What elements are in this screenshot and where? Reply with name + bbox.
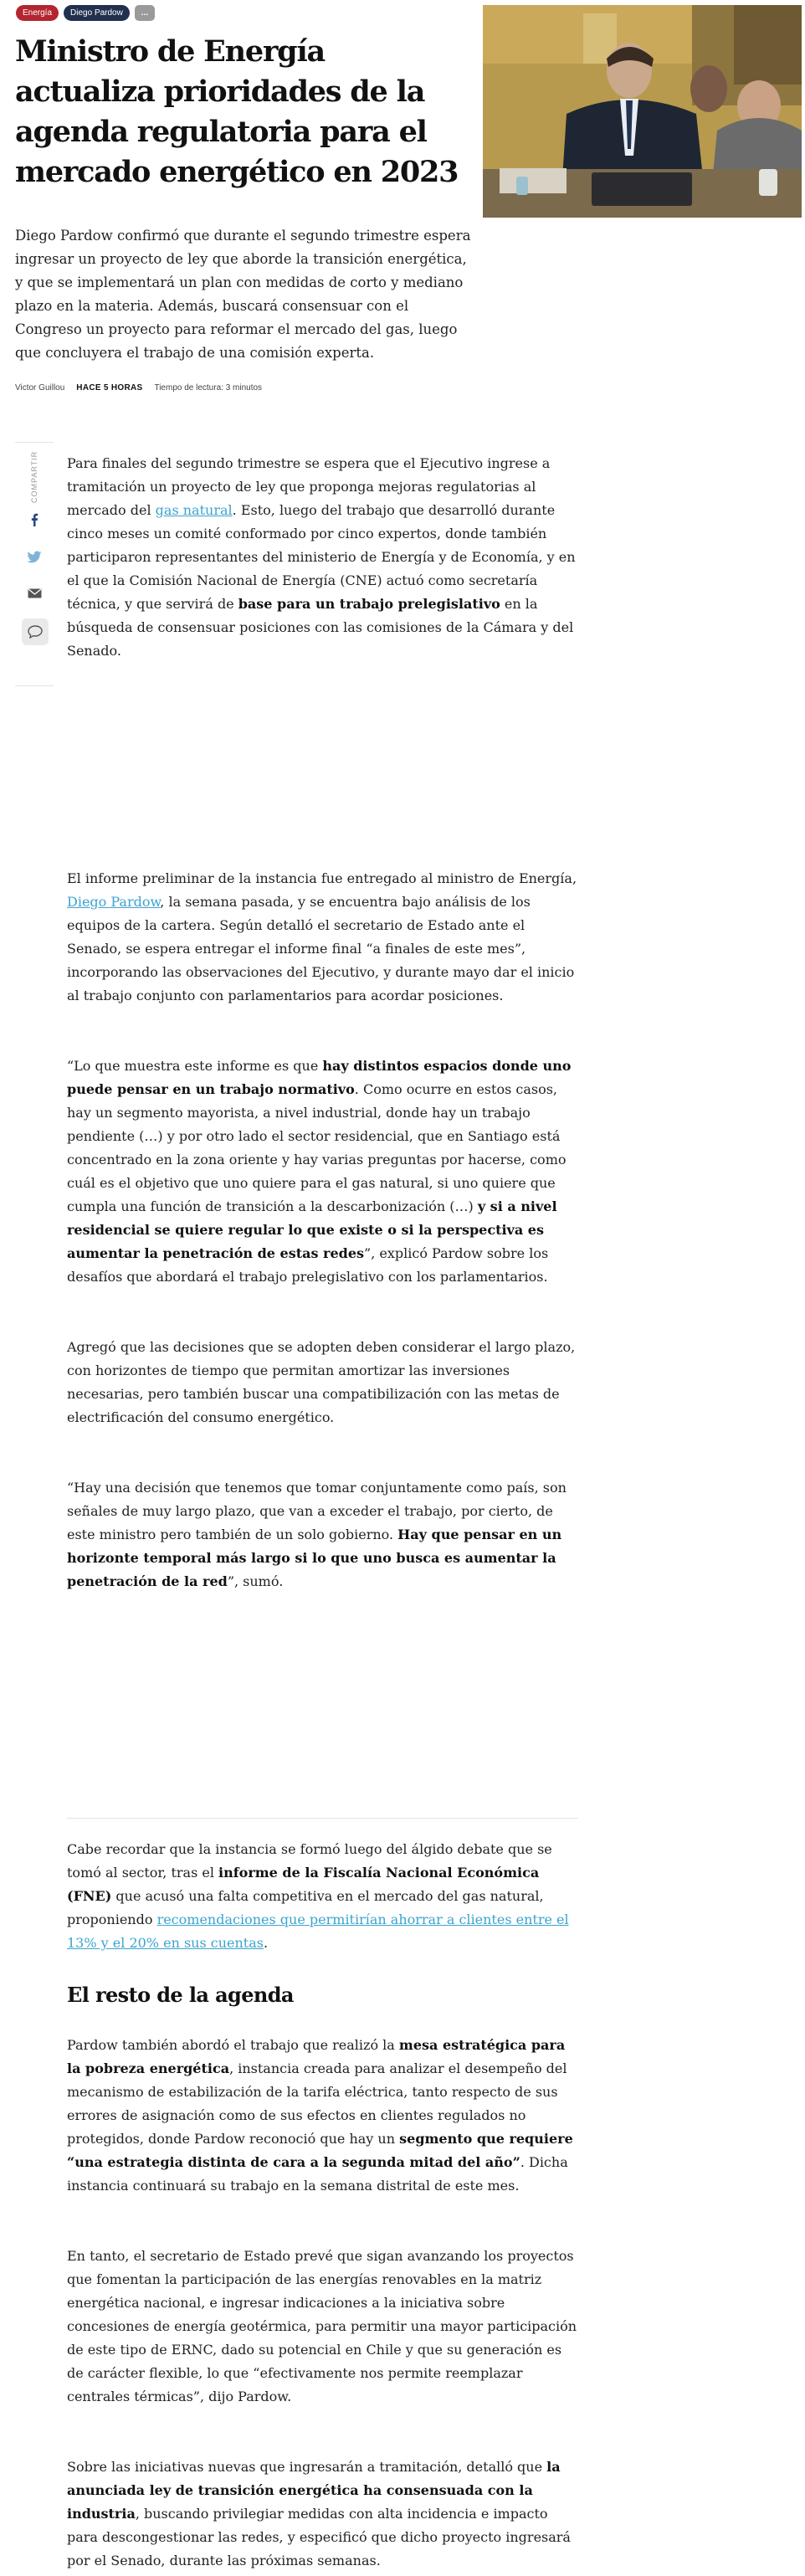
section-divider [67,1818,577,1819]
publish-time: HACE 5 HORAS [76,383,143,393]
section-heading: El resto de la agenda [67,1983,294,2007]
share-bar [15,442,54,686]
paragraph-1: Para finales del segundo trimestre se espera que el Ejecutivo ingrese a tramitación un proyecto de ley que proponga mejoras regulatorias al mercado del gas natural. Esto, luego del trabajo que desarrolló durante cinco meses un comité conformado por cinco expertos, donde también participaron representantes del ministerio de Energía y de Economía, y en el que la Comisión Nacional de Energía (CNE) actuó como secretaría técnica, y que servirá de base para un trabajo prelegislativo en la búsqueda de consensuar posiciones con las comisiones de la Cámara y del Senado. [67,455,576,659]
gas-natural-link[interactable]: gas natural [155,502,233,518]
diego-pardow-link[interactable]: Diego Pardow [67,894,161,910]
reading-time: Tiempo de lectura: 3 minutos [154,383,263,393]
meeting-photo-illustration [483,5,802,218]
paragraph-7: Pardow también abordó el trabajo que realizó la mesa estratégica para la pobreza energética, instancia creada para analizar el desempeño del mecanismo de estabilización de la tarifa eléctrica, tanto respecto de sus errores de asignación como de sus efectos en clientes regulados no protegidos, donde Pardow reconoció que hay un segmento que requiere “una estrategia distinta de cara a la segunda mitad del año”. Dicha instancia continuará su trabajo en la semana distrital de este mes. [67,2037,573,2194]
paragraph-4: Agregó que las decisiones que se adopten deben considerar el largo plazo, con horizontes de tiempo que permitan amortizar las inversiones necesarias, pero también buscar una compatibilización con las metas de electrificación del consumo energético. [67,1339,576,1425]
share-label: COMPARTIR [30,450,38,504]
paragraph-5: “Hay una decisión que tenemos que tomar conjuntamente como país, son señales de muy largo plazo, que van a exceder el trabajo, por cierto, de este ministro pero también de un solo gobierno. Hay que pensar en un horizonte temporal más largo si lo que uno busca es aumentar la penetración de la red”, sumó. [67,1480,567,1589]
article-headline: Ministro de Energía actualiza prioridades de la agenda regulatoria para el mercado energético en 2023 [15,34,459,189]
twitter-share-button[interactable] [24,547,44,567]
article-meta [15,383,262,393]
paragraph-2: El informe preliminar de la instancia fue entregado al ministro de Energía, Diego Pardow, la semana pasada, y se encuentra bajo análisis de los equipos de la cartera. Según detalló el secretario de Estado ante el Senado, se espera entregar el informe final “a finales de este mes”, incorporando las observaciones del Ejecutivo, y durante mayo dar el inicio al trabajo conjunto con parlamentarios para acordar posiciones. [67,870,577,1003]
paragraph-3: “Lo que muestra este informe es que hay distintos espacios donde uno puede pensar en un trabajo normativo. Como ocurre en estos casos, hay un segmento mayorista, a nivel industrial, donde hay un trabajo pendiente (…) y por otro lado el sector residencial, que en Santiago está concentrado en la zona oriente y hay varias preguntas por hacerse, como cuál es el objetivo que uno quiere para el gas natural, si uno quiere que cumpla una función de transición a la descarbonización (…) y si a nivel residencial se quiere regular lo que existe o si la perspectiva es aumentar la penetración de estas redes”, explicó Pardow sobre los desafíos que abordará el trabajo prelegislativo con los parlamentarios. [67,1058,572,1285]
paragraph-8: En tanto, el secretario de Estado prevé que sigan avanzando los proyectos que fomentan la participación de las energías renovables en la matriz energética nacional, e ingresar indicaciones a la iniciativa sobre concesiones de energía geotérmica, para permitir una mayor participación de este tipo de ERNC, dado su potencial en Chile y que su generación es de carácter flexible, lo que “efectivamente nos permite reemplazar centrales térmicas”, dijo Pardow. [67,2248,577,2404]
email-icon [28,588,42,598]
fne-recommendations-link[interactable]: recomendaciones que permitirían ahorrar a clientes entre el 13% y el 20% en sus cuentas [67,1911,569,1951]
tag-energia[interactable]: Energía [16,5,59,21]
tag-diego-pardow[interactable]: Diego Pardow [64,5,130,21]
more-tags-button[interactable]: ... [135,5,155,21]
hero-photo [483,5,802,218]
email-share-button[interactable] [24,583,44,603]
paragraph-6: Cabe recordar que la instancia se formó luego del álgido debate que se tomó al sector, tras el informe de la Fiscalía Nacional Económica (FNE) que acusó una falta competitiva en el mercado del gas natural, proponiendo recomendaciones que permitirían ahorrar a clientes entre el 13% y el 20% en sus cuentas. [67,1841,569,1951]
twitter-icon [27,551,42,563]
facebook-icon [28,513,40,526]
author-name[interactable]: Victor Guillou [15,383,65,393]
tag-list [16,5,155,21]
facebook-share-button[interactable] [24,510,44,530]
article-lead: Diego Pardow confirmó que durante el segundo trimestre espera ingresar un proyecto de ley que aborde la transición energética, y que se implementará un plan con medidas de corto y mediano plazo en la materia. Además, buscará consensuar con el Congreso un proyecto para reformar el mercado del gas, luego que concluyera el trabajo de una comisión experta. [15,228,471,361]
comments-button[interactable] [22,618,49,645]
comment-icon [28,625,43,639]
paragraph-9: Sobre las iniciativas nuevas que ingresarán a tramitación, detalló que la anunciada ley de transición energética ha consensuada con la industria, buscando privilegiar medidas con alta incidencia e impacto para descongestionar las redes, y especificó que dicho proyecto ingresará por el Senado, durante las próximas semanas. [67,2459,571,2568]
